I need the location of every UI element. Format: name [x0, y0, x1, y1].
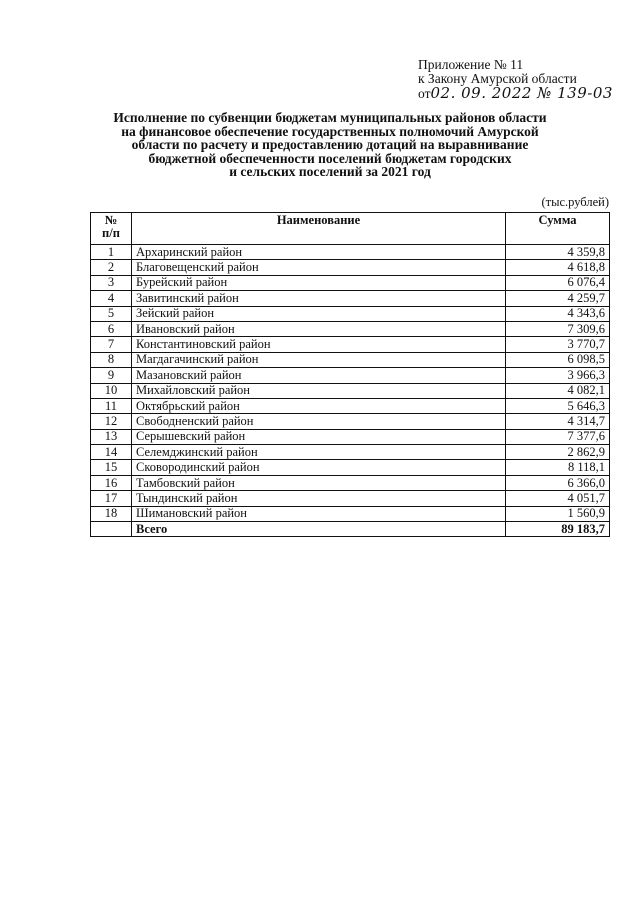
header-name: Наименование — [132, 213, 506, 245]
row-name: Благовещенский район — [132, 260, 506, 275]
row-name: Шимановский район — [132, 506, 506, 521]
row-name: Октябрьский район — [132, 398, 506, 413]
total-number-empty — [91, 522, 132, 537]
row-number: 17 — [91, 491, 132, 506]
title-line-1: Исполнение по субвенции бюджетам муниципальных районов области — [113, 110, 547, 125]
table-row — [91, 475, 610, 490]
row-number: 18 — [91, 506, 132, 521]
row-sum: 4 618,8 — [506, 260, 610, 275]
row-number: 4 — [91, 291, 132, 306]
row-sum: 4 314,7 — [506, 414, 610, 429]
header-sum: Сумма — [506, 213, 610, 245]
table-row — [91, 337, 610, 352]
row-name: Свободненский район — [132, 414, 506, 429]
row-sum: 4 082,1 — [506, 383, 610, 398]
total-sum: 89 183,7 — [506, 522, 610, 537]
row-number: 6 — [91, 321, 132, 336]
table-row — [91, 460, 610, 475]
row-name: Михайловский район — [132, 383, 506, 398]
row-sum: 7 309,6 — [506, 321, 610, 336]
row-number: 16 — [91, 475, 132, 490]
row-name: Мазановский район — [132, 368, 506, 383]
units-label: (тыс.рублей) — [541, 195, 609, 209]
row-number: 3 — [91, 275, 132, 290]
header-number-line-2: п/п — [102, 226, 120, 240]
header-number-line-1: № — [104, 213, 118, 227]
row-name: Сковородинский район — [132, 460, 506, 475]
table-row — [91, 383, 610, 398]
table-total-row — [91, 522, 610, 537]
table-row — [91, 368, 610, 383]
row-sum: 7 377,6 — [506, 429, 610, 444]
table-row — [91, 352, 610, 367]
budget-table — [90, 212, 610, 537]
annex-date-line — [418, 86, 613, 101]
row-sum: 6 366,0 — [506, 475, 610, 490]
table-row — [91, 275, 610, 290]
table-body — [91, 245, 610, 537]
annex-number: Приложение № 11 — [418, 57, 524, 72]
total-label: Всего — [132, 522, 506, 537]
title-line-5: и сельских поселений за 2021 год — [229, 164, 431, 180]
row-name: Тамбовский район — [132, 475, 506, 490]
row-name: Архаринский район — [132, 245, 506, 260]
row-sum: 5 646,3 — [506, 398, 610, 413]
document-title — [70, 111, 590, 179]
title-line-2: на финансовое обеспечение государственных полномочий Амурской — [121, 123, 539, 139]
table-row — [91, 291, 610, 306]
row-number: 8 — [91, 352, 132, 367]
row-name: Тындинский район — [132, 491, 506, 506]
table-row — [91, 429, 610, 444]
row-name: Бурейский район — [132, 275, 506, 290]
table-row — [91, 306, 610, 321]
table-row — [91, 321, 610, 336]
row-name: Константиновский район — [132, 337, 506, 352]
row-name: Магдагачинский район — [132, 352, 506, 367]
row-sum: 2 862,9 — [506, 445, 610, 460]
title-line-4: бюджетной обеспеченности поселений бюджетам городских — [148, 150, 512, 166]
annex-date-prefix: от — [418, 86, 431, 101]
row-name: Ивановский район — [132, 321, 506, 336]
row-number: 14 — [91, 445, 132, 460]
row-sum: 8 118,1 — [506, 460, 610, 475]
row-number: 9 — [91, 368, 132, 383]
table-row — [91, 260, 610, 275]
row-sum: 3 966,3 — [506, 368, 610, 383]
row-number: 13 — [91, 429, 132, 444]
row-name: Зейский район — [132, 306, 506, 321]
annex-law: к Закону Амурской области — [418, 71, 577, 86]
annex-header — [418, 58, 613, 101]
row-sum: 1 560,9 — [506, 506, 610, 521]
row-number: 10 — [91, 383, 132, 398]
row-number: 5 — [91, 306, 132, 321]
row-number: 11 — [91, 398, 132, 413]
row-sum: 4 359,8 — [506, 245, 610, 260]
table-row — [91, 445, 610, 460]
row-sum: 4 259,7 — [506, 291, 610, 306]
row-sum: 4 051,7 — [506, 491, 610, 506]
table-row — [91, 398, 610, 413]
row-name: Серышевский район — [132, 429, 506, 444]
row-sum: 6 076,4 — [506, 275, 610, 290]
header-number — [91, 213, 132, 245]
table-row — [91, 414, 610, 429]
annex-date-handwritten: 02. 09. 2022 № 139-03 — [430, 84, 613, 102]
row-number: 7 — [91, 337, 132, 352]
row-number: 2 — [91, 260, 132, 275]
title-line-3: области по расчету и предоставлению дотаций на выравнивание — [131, 137, 529, 153]
row-name: Завитинский район — [132, 291, 506, 306]
row-sum: 4 343,6 — [506, 306, 610, 321]
row-sum: 6 098,5 — [506, 352, 610, 367]
row-number: 1 — [91, 245, 132, 260]
table-header-row — [91, 213, 610, 245]
row-name: Селемджинский район — [132, 445, 506, 460]
row-number: 12 — [91, 414, 132, 429]
table-row — [91, 245, 610, 260]
table-row — [91, 491, 610, 506]
row-sum: 3 770,7 — [506, 337, 610, 352]
table-row — [91, 506, 610, 521]
row-number: 15 — [91, 460, 132, 475]
